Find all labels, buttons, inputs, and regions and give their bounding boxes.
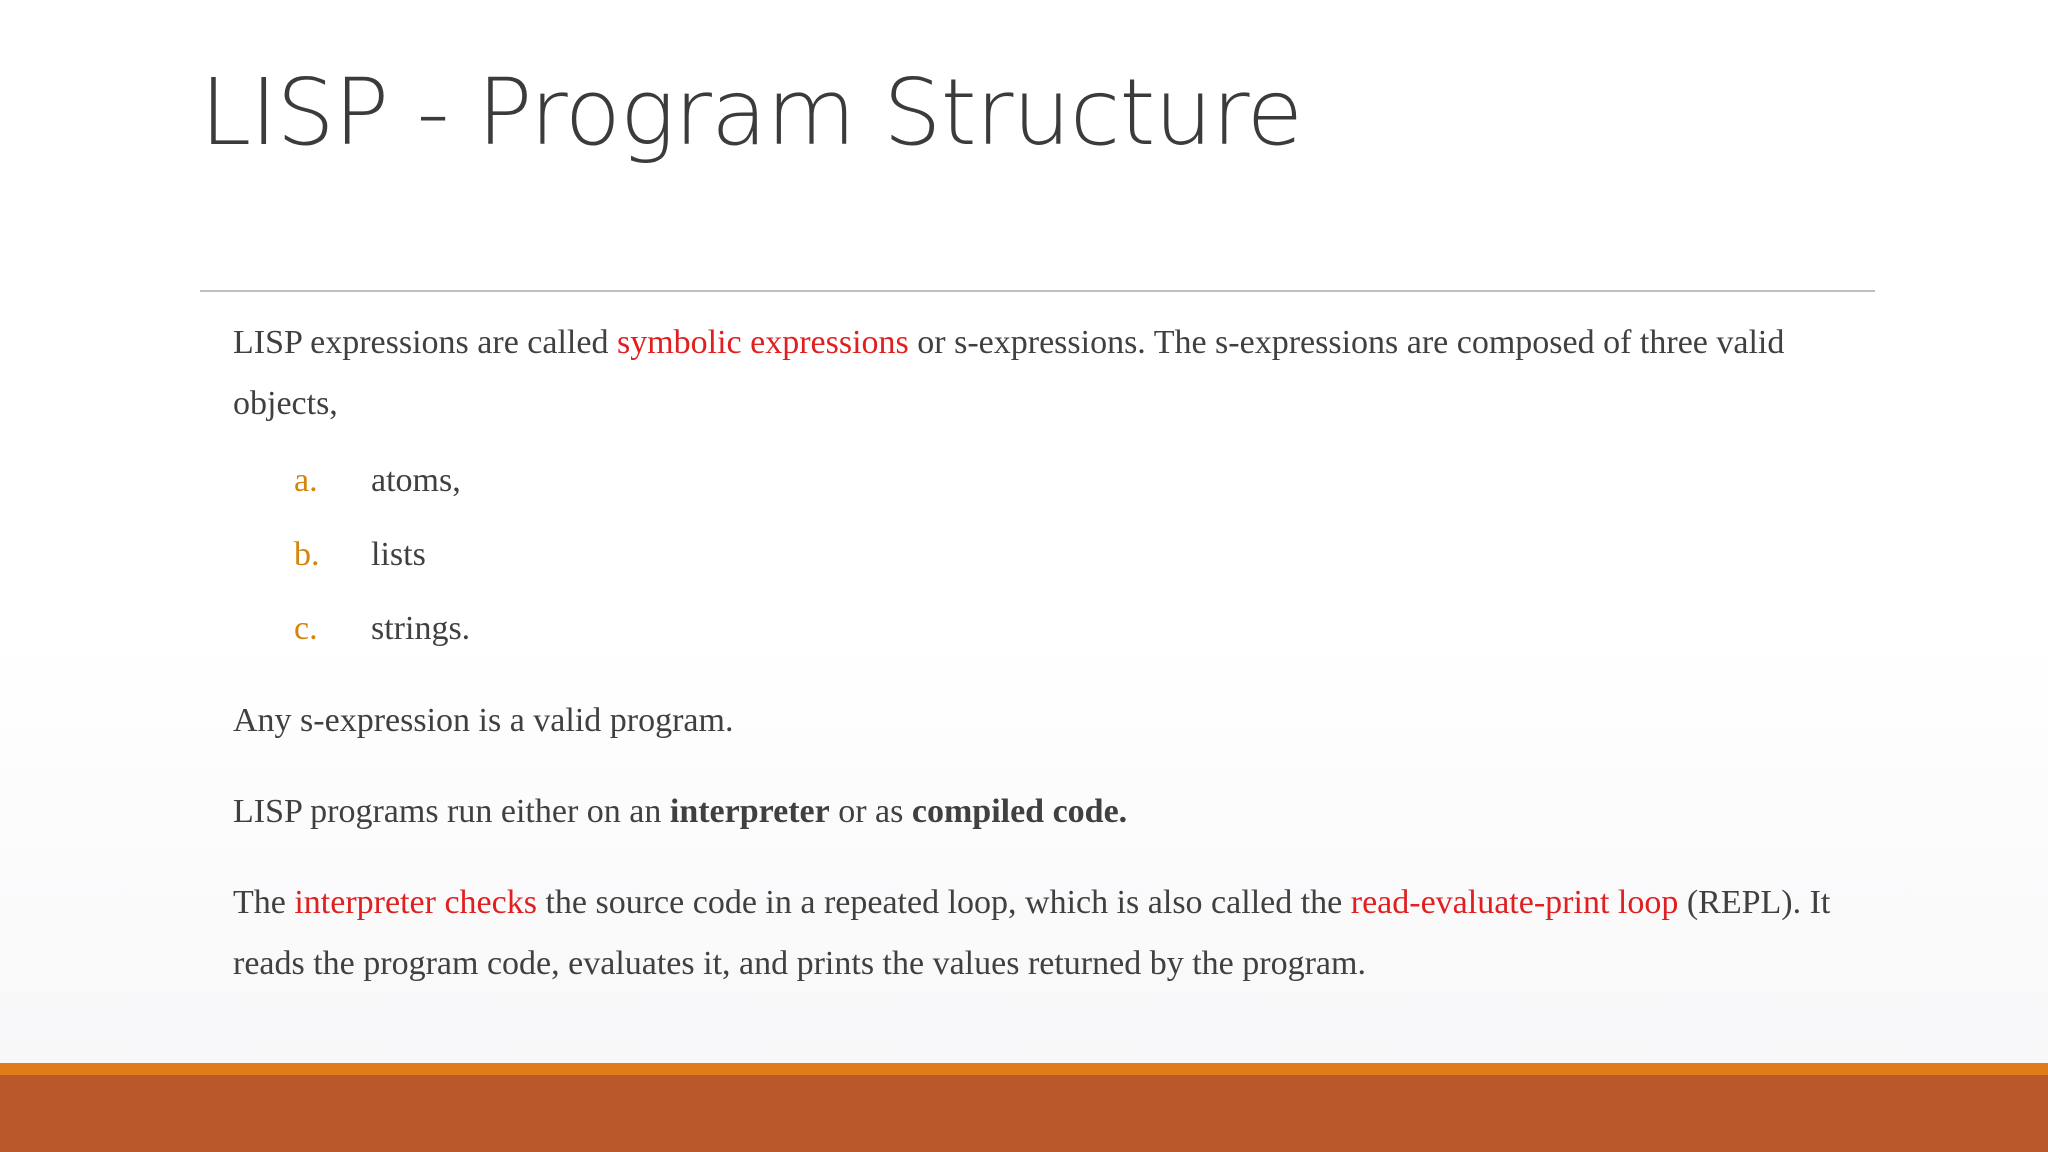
list-item bbox=[233, 518, 1853, 592]
intro-text-1: LISP expressions are called bbox=[233, 324, 617, 361]
interpreter-bold: interpreter bbox=[669, 793, 830, 830]
footer-accent-stripe bbox=[0, 1063, 2048, 1075]
slide-body bbox=[233, 312, 1853, 994]
objects-list bbox=[233, 444, 1853, 666]
symbolic-expressions-highlight: symbolic expressions bbox=[616, 324, 909, 361]
title-divider bbox=[200, 290, 1875, 292]
slide-title: LISP - Program Structure bbox=[200, 59, 1303, 166]
list-marker: c. bbox=[294, 610, 318, 647]
run-text-2: or as bbox=[829, 793, 912, 830]
interpreter-checks-highlight: interpreter checks bbox=[294, 884, 537, 921]
list-marker: b. bbox=[294, 536, 320, 573]
valid-program-paragraph: Any s-expression is a valid program. bbox=[233, 702, 734, 739]
list-item-text: atoms, bbox=[371, 462, 461, 499]
repl-text-2: the source code in a repeated loop, which is also called the bbox=[536, 884, 1351, 921]
intro-paragraph bbox=[233, 312, 1853, 434]
list-item bbox=[233, 444, 1853, 518]
repl-paragraph bbox=[233, 872, 1853, 994]
repl-text-1: The bbox=[233, 884, 295, 921]
list-item-text: lists bbox=[371, 536, 426, 573]
run-text-1: LISP programs run either on an bbox=[233, 793, 670, 830]
intro-text-2: or s-expressions. The s-expressions are composed of three valid objects, bbox=[233, 324, 1785, 422]
list-item-text: strings. bbox=[371, 610, 471, 647]
repl-text-3: (REPL). It reads the program code, evaluates it, and prints the values returned by the program. bbox=[233, 884, 1831, 982]
run-mode-paragraph bbox=[233, 781, 1853, 842]
list-item bbox=[233, 592, 1853, 666]
list-marker: a. bbox=[294, 462, 318, 499]
footer-band bbox=[0, 1075, 2048, 1152]
compiled-code-bold: compiled code. bbox=[911, 793, 1128, 830]
repl-loop-highlight: read-evaluate-print loop bbox=[1350, 884, 1679, 921]
